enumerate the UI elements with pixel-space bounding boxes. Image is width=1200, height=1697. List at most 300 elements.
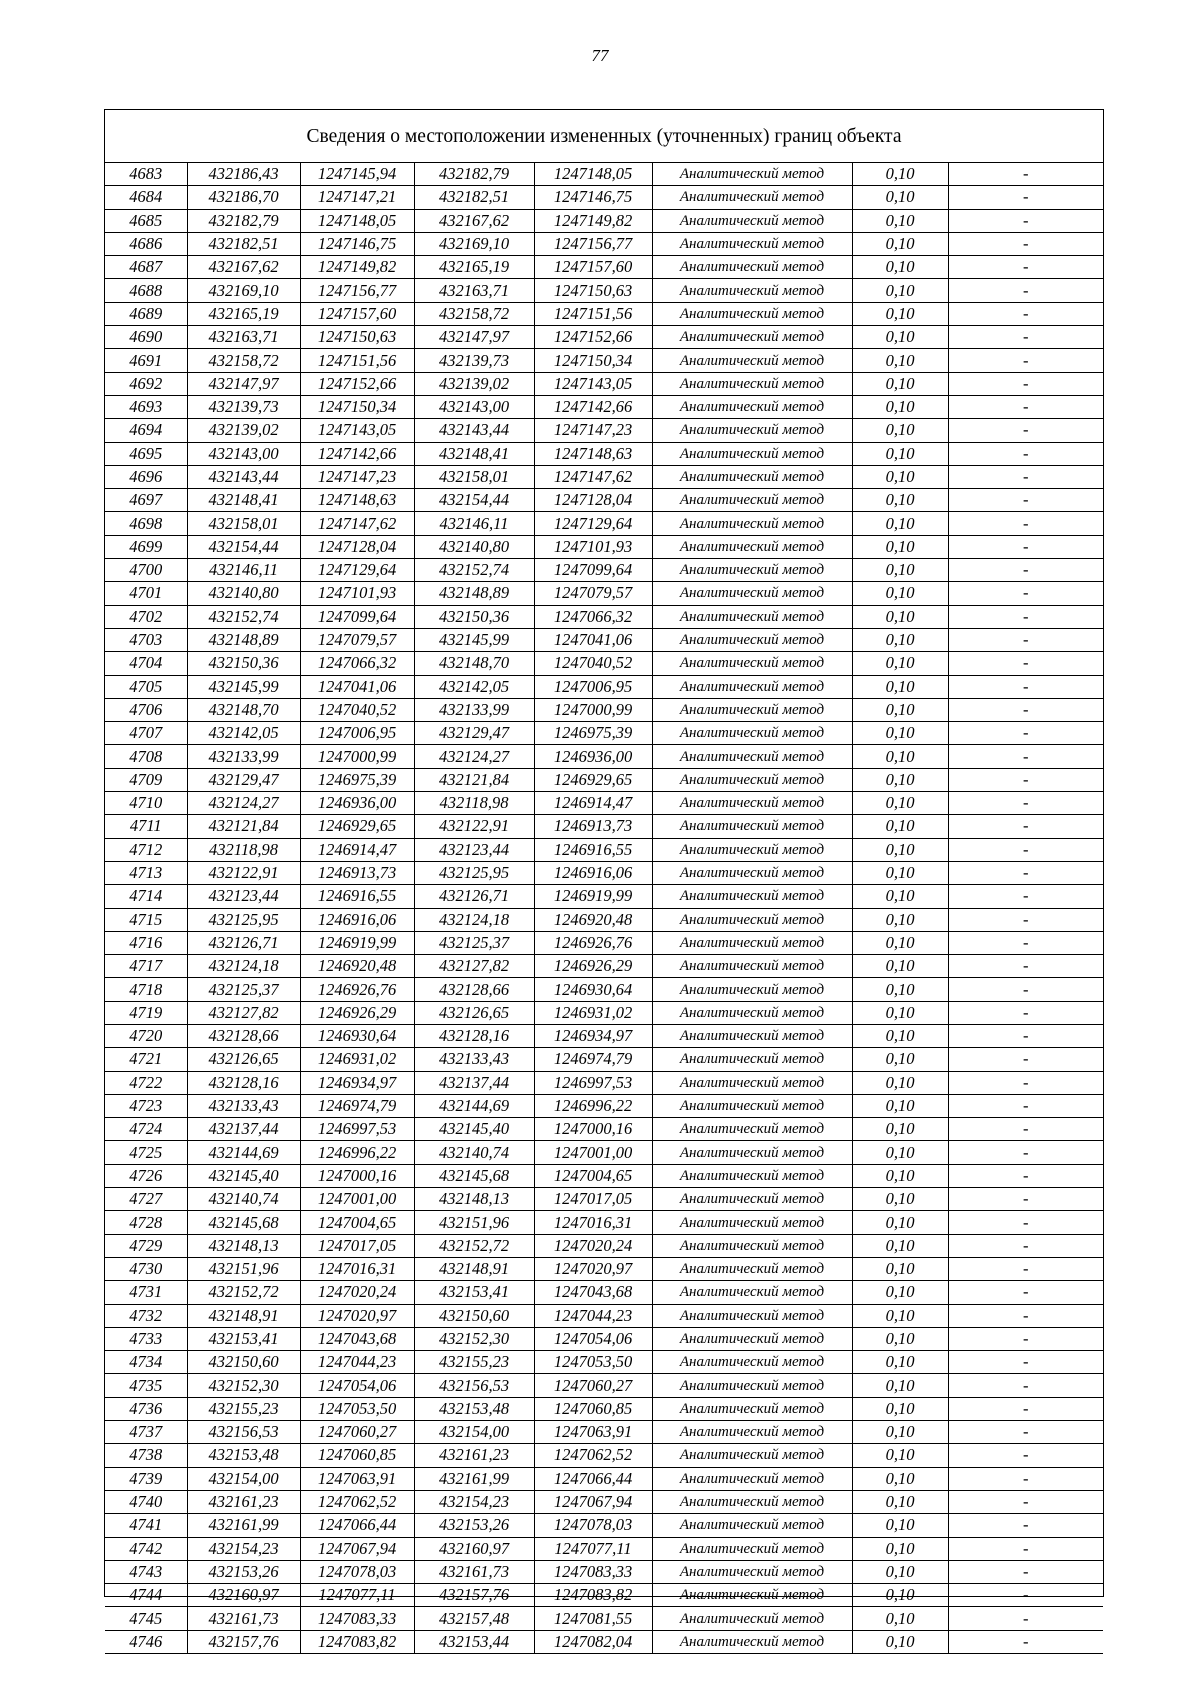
table-row [105,442,1103,465]
point-number-cell: 4720 [105,1024,187,1047]
accuracy-cell: 0,10 [852,1397,948,1420]
x-end-cell: 432143,44 [414,419,534,442]
x-end-cell: 432154,00 [414,1421,534,1444]
y-start-cell: 1246929,65 [300,815,414,838]
x-start-cell: 432161,73 [187,1607,300,1630]
method-cell: Аналитический метод [652,372,852,395]
point-number-cell: 4746 [105,1630,187,1653]
point-number-cell: 4743 [105,1560,187,1583]
y-start-cell: 1246934,97 [300,1071,414,1094]
note-cell: - [948,1094,1103,1117]
x-end-cell: 432148,91 [414,1257,534,1280]
point-number-cell: 4731 [105,1281,187,1304]
x-end-cell: 432169,10 [414,232,534,255]
y-start-cell: 1247004,65 [300,1211,414,1234]
point-number-cell: 4687 [105,256,187,279]
point-number-cell: 4683 [105,163,187,186]
y-end-cell: 1247054,06 [534,1327,652,1350]
accuracy-cell: 0,10 [852,1257,948,1280]
table-row [105,628,1103,651]
y-end-cell: 1247004,65 [534,1164,652,1187]
x-end-cell: 432148,41 [414,442,534,465]
y-end-cell: 1247143,05 [534,372,652,395]
note-cell: - [948,768,1103,791]
method-cell: Аналитический метод [652,1467,852,1490]
y-end-cell: 1246914,47 [534,792,652,815]
method-cell: Аналитический метод [652,1490,852,1513]
point-number-cell: 4722 [105,1071,187,1094]
y-start-cell: 1247083,33 [300,1607,414,1630]
method-cell: Аналитический метод [652,908,852,931]
table-row [105,465,1103,488]
y-start-cell: 1247146,75 [300,232,414,255]
table-row [105,1327,1103,1350]
x-start-cell: 432139,73 [187,395,300,418]
y-start-cell: 1247020,97 [300,1304,414,1327]
y-start-cell: 1247077,11 [300,1584,414,1607]
note-cell: - [948,395,1103,418]
table-row [105,1584,1103,1607]
accuracy-cell: 0,10 [852,931,948,954]
point-number-cell: 4688 [105,279,187,302]
y-end-cell: 1247060,85 [534,1397,652,1420]
method-cell: Аналитический метод [652,559,852,582]
accuracy-cell: 0,10 [852,605,948,628]
y-start-cell: 1247060,85 [300,1444,414,1467]
method-cell: Аналитический метод [652,1024,852,1047]
note-cell: - [948,1211,1103,1234]
x-start-cell: 432148,91 [187,1304,300,1327]
x-start-cell: 432143,00 [187,442,300,465]
point-number-cell: 4740 [105,1490,187,1513]
method-cell: Аналитический метод [652,1188,852,1211]
note-cell: - [948,838,1103,861]
table-row [105,1351,1103,1374]
note-cell: - [948,1421,1103,1444]
table-row [105,1630,1103,1653]
accuracy-cell: 0,10 [852,1281,948,1304]
accuracy-cell: 0,10 [852,1327,948,1350]
table-title: Сведения о местоположении измененных (уточненных) границ объекта [105,110,1103,163]
x-start-cell: 432152,72 [187,1281,300,1304]
x-start-cell: 432124,18 [187,955,300,978]
accuracy-cell: 0,10 [852,652,948,675]
x-start-cell: 432133,43 [187,1094,300,1117]
note-cell: - [948,745,1103,768]
x-start-cell: 432169,10 [187,279,300,302]
x-end-cell: 432126,65 [414,1001,534,1024]
point-number-cell: 4694 [105,419,187,442]
table-row [105,395,1103,418]
y-end-cell: 1247001,00 [534,1141,652,1164]
x-end-cell: 432150,36 [414,605,534,628]
x-end-cell: 432153,48 [414,1397,534,1420]
x-end-cell: 432151,96 [414,1211,534,1234]
accuracy-cell: 0,10 [852,628,948,651]
method-cell: Аналитический метод [652,535,852,558]
note-cell: - [948,978,1103,1001]
x-start-cell: 432123,44 [187,885,300,908]
y-end-cell: 1247148,63 [534,442,652,465]
accuracy-cell: 0,10 [852,1211,948,1234]
y-start-cell: 1247062,52 [300,1490,414,1513]
y-start-cell: 1247053,50 [300,1397,414,1420]
x-end-cell: 432148,89 [414,582,534,605]
table-row [105,349,1103,372]
x-end-cell: 432139,73 [414,349,534,372]
accuracy-cell: 0,10 [852,1374,948,1397]
y-start-cell: 1247099,64 [300,605,414,628]
x-end-cell: 432150,60 [414,1304,534,1327]
note-cell: - [948,815,1103,838]
y-end-cell: 1246975,39 [534,722,652,745]
table-row [105,256,1103,279]
x-end-cell: 432122,91 [414,815,534,838]
point-number-cell: 4734 [105,1351,187,1374]
y-start-cell: 1246926,29 [300,1001,414,1024]
x-end-cell: 432160,97 [414,1537,534,1560]
method-cell: Аналитический метод [652,931,852,954]
table-row [105,745,1103,768]
method-cell: Аналитический метод [652,815,852,838]
y-start-cell: 1247067,94 [300,1537,414,1560]
x-end-cell: 432147,97 [414,326,534,349]
x-end-cell: 432145,68 [414,1164,534,1187]
accuracy-cell: 0,10 [852,698,948,721]
accuracy-cell: 0,10 [852,465,948,488]
y-start-cell: 1246997,53 [300,1118,414,1141]
y-end-cell: 1247053,50 [534,1351,652,1374]
x-end-cell: 432154,44 [414,489,534,512]
note-cell: - [948,1607,1103,1630]
note-cell: - [948,908,1103,931]
y-start-cell: 1247000,16 [300,1164,414,1187]
point-number-cell: 4738 [105,1444,187,1467]
accuracy-cell: 0,10 [852,885,948,908]
x-start-cell: 432158,72 [187,349,300,372]
accuracy-cell: 0,10 [852,1118,948,1141]
y-end-cell: 1247146,75 [534,186,652,209]
point-number-cell: 4696 [105,465,187,488]
method-cell: Аналитический метод [652,838,852,861]
x-end-cell: 432152,30 [414,1327,534,1350]
y-end-cell: 1247044,23 [534,1304,652,1327]
note-cell: - [948,885,1103,908]
method-cell: Аналитический метод [652,1537,852,1560]
y-end-cell: 1247063,91 [534,1421,652,1444]
x-start-cell: 432127,82 [187,1001,300,1024]
table-row [105,1024,1103,1047]
note-cell: - [948,279,1103,302]
method-cell: Аналитический метод [652,1094,852,1117]
y-end-cell: 1247083,82 [534,1584,652,1607]
x-end-cell: 432161,73 [414,1560,534,1583]
accuracy-cell: 0,10 [852,1048,948,1071]
method-cell: Аналитический метод [652,885,852,908]
y-start-cell: 1247150,63 [300,326,414,349]
x-end-cell: 432127,82 [414,955,534,978]
table-row [105,722,1103,745]
table-row [105,279,1103,302]
note-cell: - [948,722,1103,745]
point-number-cell: 4702 [105,605,187,628]
note-cell: - [948,1514,1103,1537]
point-number-cell: 4709 [105,768,187,791]
point-number-cell: 4745 [105,1607,187,1630]
table-row [105,605,1103,628]
y-end-cell: 1247142,66 [534,395,652,418]
method-cell: Аналитический метод [652,1257,852,1280]
y-start-cell: 1247151,56 [300,349,414,372]
method-cell: Аналитический метод [652,1374,852,1397]
y-end-cell: 1247101,93 [534,535,652,558]
x-start-cell: 432154,00 [187,1467,300,1490]
y-end-cell: 1247067,94 [534,1490,652,1513]
y-end-cell: 1247157,60 [534,256,652,279]
y-start-cell: 1247150,34 [300,395,414,418]
accuracy-cell: 0,10 [852,302,948,325]
point-number-cell: 4703 [105,628,187,651]
accuracy-cell: 0,10 [852,1164,948,1187]
x-end-cell: 432158,01 [414,465,534,488]
point-number-cell: 4725 [105,1141,187,1164]
method-cell: Аналитический метод [652,1630,852,1653]
note-cell: - [948,1141,1103,1164]
accuracy-cell: 0,10 [852,1444,948,1467]
table-row [105,1164,1103,1187]
note-cell: - [948,1024,1103,1047]
note-cell: - [948,302,1103,325]
method-cell: Аналитический метод [652,442,852,465]
x-start-cell: 432148,41 [187,489,300,512]
y-start-cell: 1247066,32 [300,652,414,675]
y-end-cell: 1247079,57 [534,582,652,605]
point-number-cell: 4715 [105,908,187,931]
x-end-cell: 432152,74 [414,559,534,582]
point-number-cell: 4708 [105,745,187,768]
y-end-cell: 1247062,52 [534,1444,652,1467]
x-end-cell: 432144,69 [414,1094,534,1117]
y-start-cell: 1246916,06 [300,908,414,931]
accuracy-cell: 0,10 [852,1351,948,1374]
method-cell: Аналитический метод [652,1444,852,1467]
table-body [105,163,1103,1654]
y-end-cell: 1247078,03 [534,1514,652,1537]
method-cell: Аналитический метод [652,768,852,791]
note-cell: - [948,1257,1103,1280]
x-start-cell: 432153,48 [187,1444,300,1467]
method-cell: Аналитический метод [652,1141,852,1164]
y-end-cell: 1247077,11 [534,1537,652,1560]
x-end-cell: 432145,99 [414,628,534,651]
page-number: 77 [591,46,609,65]
x-end-cell: 432163,71 [414,279,534,302]
point-number-cell: 4699 [105,535,187,558]
table-row [105,1444,1103,1467]
y-start-cell: 1246914,47 [300,838,414,861]
x-end-cell: 432126,71 [414,885,534,908]
accuracy-cell: 0,10 [852,1234,948,1257]
method-cell: Аналитический метод [652,861,852,884]
x-end-cell: 432139,02 [414,372,534,395]
note-cell: - [948,1118,1103,1141]
x-end-cell: 432137,44 [414,1071,534,1094]
y-end-cell: 1247152,66 [534,326,652,349]
y-start-cell: 1247147,21 [300,186,414,209]
accuracy-cell: 0,10 [852,512,948,535]
x-end-cell: 432124,27 [414,745,534,768]
accuracy-cell: 0,10 [852,838,948,861]
y-start-cell: 1247148,63 [300,489,414,512]
note-cell: - [948,465,1103,488]
accuracy-cell: 0,10 [852,442,948,465]
y-start-cell: 1246919,99 [300,931,414,954]
x-end-cell: 432158,72 [414,302,534,325]
x-end-cell: 432124,18 [414,908,534,931]
y-start-cell: 1247149,82 [300,256,414,279]
method-cell: Аналитический метод [652,652,852,675]
method-cell: Аналитический метод [652,1584,852,1607]
note-cell: - [948,559,1103,582]
note-cell: - [948,1351,1103,1374]
accuracy-cell: 0,10 [852,349,948,372]
point-number-cell: 4695 [105,442,187,465]
method-cell: Аналитический метод [652,1351,852,1374]
y-end-cell: 1247066,32 [534,605,652,628]
point-number-cell: 4732 [105,1304,187,1327]
x-end-cell: 432153,26 [414,1514,534,1537]
method-cell: Аналитический метод [652,1327,852,1350]
note-cell: - [948,1630,1103,1653]
y-start-cell: 1247066,44 [300,1514,414,1537]
note-cell: - [948,861,1103,884]
x-start-cell: 432145,40 [187,1164,300,1187]
y-end-cell: 1247017,05 [534,1188,652,1211]
accuracy-cell: 0,10 [852,861,948,884]
y-start-cell: 1247128,04 [300,535,414,558]
y-end-cell: 1246974,79 [534,1048,652,1071]
table-row [105,1537,1103,1560]
x-end-cell: 432156,53 [414,1374,534,1397]
table-row [105,372,1103,395]
table-row [105,302,1103,325]
method-cell: Аналитический метод [652,1560,852,1583]
point-number-cell: 4711 [105,815,187,838]
x-start-cell: 432165,19 [187,302,300,325]
method-cell: Аналитический метод [652,675,852,698]
y-start-cell: 1247006,95 [300,722,414,745]
y-start-cell: 1247147,62 [300,512,414,535]
method-cell: Аналитический метод [652,419,852,442]
accuracy-cell: 0,10 [852,1514,948,1537]
table-row [105,931,1103,954]
method-cell: Аналитический метод [652,745,852,768]
y-end-cell: 1247147,62 [534,465,652,488]
x-end-cell: 432118,98 [414,792,534,815]
accuracy-cell: 0,10 [852,768,948,791]
table-row [105,512,1103,535]
y-end-cell: 1247150,63 [534,279,652,302]
method-cell: Аналитический метод [652,698,852,721]
y-end-cell: 1247040,52 [534,652,652,675]
method-cell: Аналитический метод [652,1118,852,1141]
x-end-cell: 432121,84 [414,768,534,791]
y-end-cell: 1246931,02 [534,1001,652,1024]
point-number-cell: 4742 [105,1537,187,1560]
point-number-cell: 4741 [105,1514,187,1537]
y-start-cell: 1247145,94 [300,163,414,186]
note-cell: - [948,1397,1103,1420]
y-start-cell: 1247040,52 [300,698,414,721]
table-row [105,955,1103,978]
note-cell: - [948,326,1103,349]
note-cell: - [948,1071,1103,1094]
x-end-cell: 432125,37 [414,931,534,954]
note-cell: - [948,1304,1103,1327]
table-row [105,675,1103,698]
x-start-cell: 432133,99 [187,745,300,768]
note-cell: - [948,535,1103,558]
x-end-cell: 432145,40 [414,1118,534,1141]
point-number-cell: 4707 [105,722,187,745]
accuracy-cell: 0,10 [852,1024,948,1047]
y-end-cell: 1247043,68 [534,1281,652,1304]
table-row [105,582,1103,605]
x-start-cell: 432152,74 [187,605,300,628]
accuracy-cell: 0,10 [852,1188,948,1211]
x-start-cell: 432154,23 [187,1537,300,1560]
table-row [105,1304,1103,1327]
x-end-cell: 432148,70 [414,652,534,675]
x-start-cell: 432122,91 [187,861,300,884]
table-row [105,1257,1103,1280]
point-number-cell: 4729 [105,1234,187,1257]
note-cell: - [948,931,1103,954]
accuracy-cell: 0,10 [852,955,948,978]
x-start-cell: 432124,27 [187,792,300,815]
point-number-cell: 4730 [105,1257,187,1280]
method-cell: Аналитический метод [652,1211,852,1234]
method-cell: Аналитический метод [652,1071,852,1094]
method-cell: Аналитический метод [652,349,852,372]
accuracy-cell: 0,10 [852,792,948,815]
method-cell: Аналитический метод [652,1234,852,1257]
note-cell: - [948,489,1103,512]
method-cell: Аналитический метод [652,465,852,488]
note-cell: - [948,1560,1103,1583]
point-number-cell: 4689 [105,302,187,325]
point-number-cell: 4710 [105,792,187,815]
x-end-cell: 432125,95 [414,861,534,884]
method-cell: Аналитический метод [652,279,852,302]
x-start-cell: 432186,70 [187,186,300,209]
method-cell: Аналитический метод [652,302,852,325]
accuracy-cell: 0,10 [852,1421,948,1444]
accuracy-cell: 0,10 [852,582,948,605]
x-end-cell: 432143,00 [414,395,534,418]
point-number-cell: 4726 [105,1164,187,1187]
y-end-cell: 1247149,82 [534,209,652,232]
point-number-cell: 4737 [105,1421,187,1444]
x-start-cell: 432139,02 [187,419,300,442]
y-start-cell: 1247152,66 [300,372,414,395]
x-start-cell: 432167,62 [187,256,300,279]
table-row [105,978,1103,1001]
y-end-cell: 1246913,73 [534,815,652,838]
x-end-cell: 432133,43 [414,1048,534,1071]
accuracy-cell: 0,10 [852,535,948,558]
y-end-cell: 1246920,48 [534,908,652,931]
